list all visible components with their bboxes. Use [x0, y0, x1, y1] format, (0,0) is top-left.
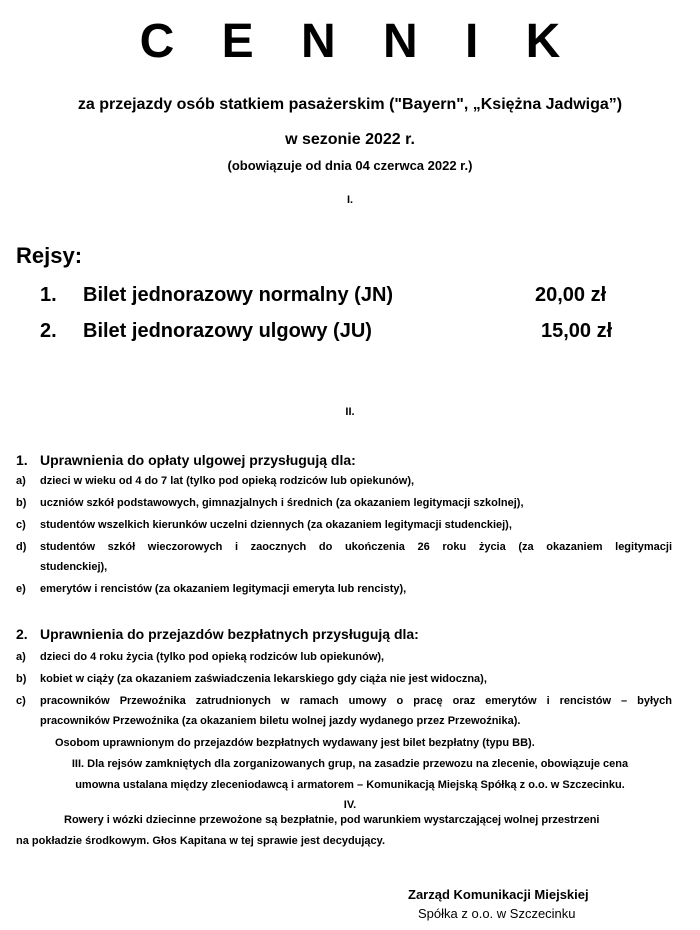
list-item-continuation: pracowników Przewoźnika (za okazaniem biletu wolnej jazdy wydanego przez Przewoźnika). — [40, 715, 521, 727]
list-item-marker: d) — [16, 541, 27, 553]
subtitle-line-2: w sezonie 2022 r. — [285, 131, 415, 148]
list-item-marker: c) — [16, 695, 26, 707]
section-iii-line-1: III. Dla rejsów zamkniętych dla zorganizowanych grup, na zasadzie przewozu na zlecenie, obowiązuje cena — [71, 758, 629, 770]
section-i-number: I. — [346, 194, 354, 206]
document-title: C E N N I K — [139, 15, 578, 68]
list-item-marker: a) — [16, 475, 26, 487]
list-item: dzieci do 4 roku życia (tylko pod opieką rodziców lub opiekunów), — [40, 651, 385, 663]
rejsy-heading: Rejsy: — [16, 243, 83, 268]
list-item-marker: a) — [16, 651, 26, 663]
list-item: pracowników Przewoźnika zatrudnionych w ramach umowy o pracę oraz emerytów i rencistów – byłych — [40, 695, 672, 707]
section-iv-line-2: na pokładzie środkowym. Głos Kapitana w tej sprawie jest decydujący. — [16, 835, 386, 847]
section-ii-number: II. — [345, 406, 355, 418]
ticket-name: Bilet jednorazowy ulgowy (JU) — [83, 320, 372, 342]
signature-line-1: Zarząd Komunikacji Miejskiej — [408, 887, 589, 902]
ticket-number: 1. — [40, 284, 57, 306]
validity-date: (obowiązuje od dnia 04 czerwca 2022 r.) — [227, 158, 473, 173]
list-item: studentów wszelkich kierunków uczelni dziennych (za okazaniem legitymacji studenckiej), — [40, 519, 512, 531]
list-item: studentów szkół wieczorowych i zaocznych do ukończenia 26 roku życia (za okazaniem legitymacji — [40, 541, 672, 553]
section-iii-line-2: umowna ustalana między zleceniodawcą i armatorem – Komunikacją Miejską Spółką z o.o. w Szczecinku. — [75, 779, 625, 791]
list-item: dzieci w wieku od 4 do 7 lat (tylko pod opieką rodziców lub opiekunów), — [40, 475, 415, 487]
list-item-marker: e) — [16, 583, 26, 595]
free-travel-number: 2. — [16, 626, 28, 642]
ticket-price: 20,00 zł — [535, 284, 607, 306]
free-ticket-note: Osobom uprawnionym do przejazdów bezpłatnych wydawany jest bilet bezpłatny (typu BB). — [55, 737, 535, 749]
signature-line-2: Spółka z o.o. w Szczecinku — [418, 906, 576, 921]
section-iv-number: IV. — [343, 799, 357, 811]
ticket-price: 15,00 zł — [541, 320, 613, 342]
reduced-fare-number: 1. — [16, 452, 28, 468]
ticket-number: 2. — [40, 320, 57, 342]
list-item: emerytów i rencistów (za okazaniem legitymacji emeryta lub rencisty), — [40, 583, 407, 595]
list-item-marker: b) — [16, 673, 27, 685]
section-iv-line-1: Rowery i wózki dziecinne przewożone są bezpłatnie, pod warunkiem wystarczającej wolnej przestrzeni — [64, 814, 600, 826]
list-item-continuation: studenckiej), — [40, 561, 108, 573]
free-travel-heading: Uprawnienia do przejazdów bezpłatnych przysługują dla: — [40, 626, 419, 642]
list-item: uczniów szkół podstawowych, gimnazjalnych i średnich (za okazaniem legitymacji szkolnej), — [40, 497, 524, 509]
ticket-name: Bilet jednorazowy normalny (JN) — [83, 284, 394, 306]
reduced-fare-heading: Uprawnienia do opłaty ulgowej przysługują dla: — [40, 452, 356, 468]
list-item-marker: b) — [16, 497, 27, 509]
subtitle-line-1: za przejazdy osób statkiem pasażerskim ("Bayern", „Księżna Jadwiga”) — [77, 96, 623, 113]
list-item-marker: c) — [16, 519, 26, 531]
list-item: kobiet w ciąży (za okazaniem zaświadczenia lekarskiego gdy ciąża nie jest widoczna), — [40, 673, 487, 685]
